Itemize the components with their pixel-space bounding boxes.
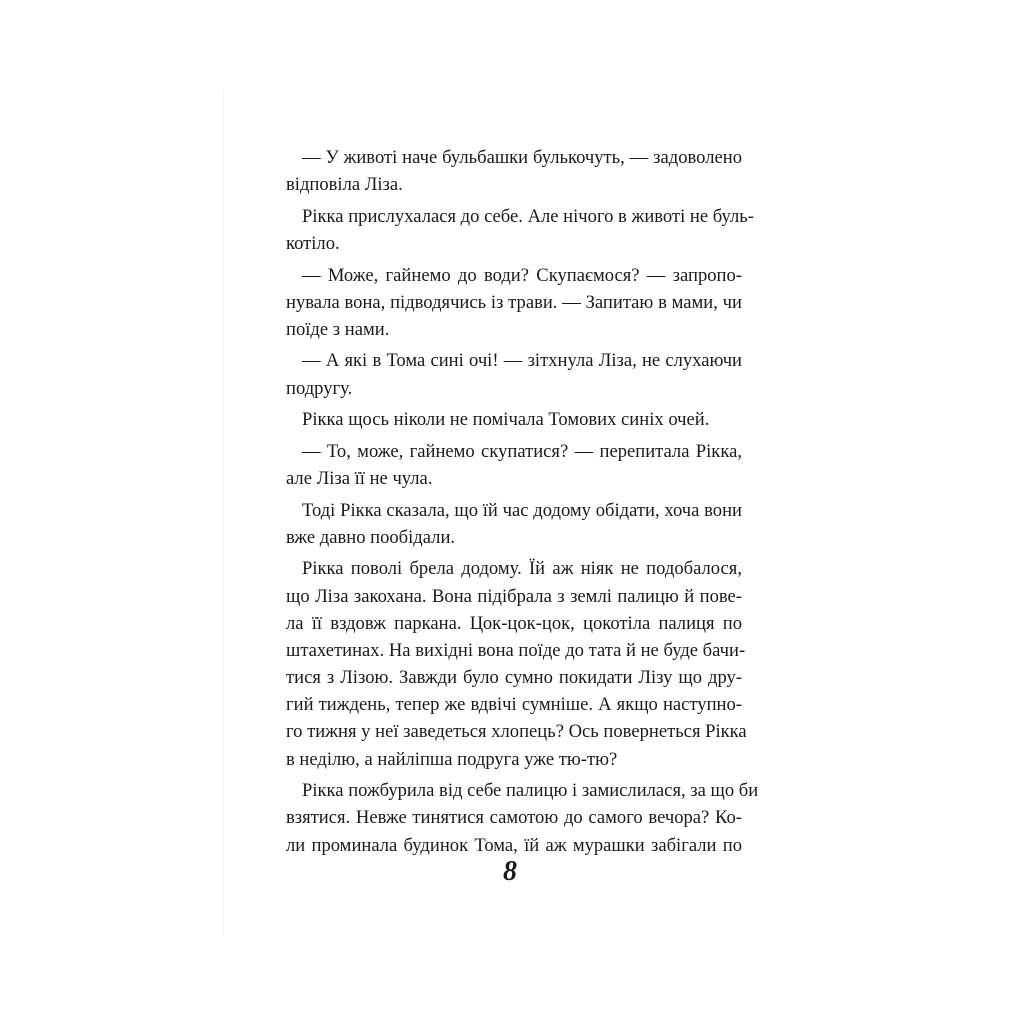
text-line: в неділю, а найліпша подруга уже тю-тю? bbox=[286, 748, 618, 770]
text-line: взятися. Невже тинятися самотою до самого вечора? Ко- bbox=[286, 807, 742, 829]
text-line: штахетинах. На вихідні вона поїде до тата й не буде бачи- bbox=[286, 639, 746, 661]
text-line: подругу. bbox=[286, 377, 353, 399]
text-line: — То, може, гайнемо скупатися? — перепитала Рікка, bbox=[302, 440, 742, 462]
text-line: котіло. bbox=[286, 232, 340, 254]
page-number: 8 bbox=[503, 856, 517, 887]
text-line: Рікка прислухалася до себе. Але нічого в животі не буль- bbox=[302, 205, 754, 227]
text-line: — А які в Тома сині очі! — зітхнула Ліза, не слухаючи bbox=[302, 350, 742, 372]
text-line: Рікка щось ніколи не помічала Томових синіх очей. bbox=[302, 409, 710, 431]
text-line: — Може, гайнемо до води? Скупаємося? — запропо- bbox=[302, 264, 742, 286]
text-line: що Ліза закохана. Вона підібрала з землі палицю й пове- bbox=[286, 585, 742, 607]
text-line: гий тиждень, тепер же вдвічі сумніше. А якщо наступно- bbox=[286, 694, 742, 716]
text-line: Рікка пожбурила від себе палицю і замислилася, за що би bbox=[302, 780, 759, 802]
text-line: вже давно пообідали. bbox=[286, 526, 456, 548]
page-body-text bbox=[286, 144, 759, 859]
text-line: але Ліза її не чула. bbox=[286, 468, 433, 490]
text-line: відповіла Ліза. bbox=[286, 174, 403, 196]
text-line: го тижня у неї заведеться хлопець? Ось повернеться Рікка bbox=[286, 721, 747, 743]
text-line: — У животі наче бульбашки булькочуть, — задоволено bbox=[302, 147, 742, 168]
text-line: поїде з нами. bbox=[286, 318, 390, 340]
text-line: тися з Лізою. Завжди було сумно покидати Лізу що дру- bbox=[286, 667, 742, 689]
text-line: Тоді Рікка сказала, що їй час додому обідати, хоча вони bbox=[302, 499, 742, 521]
text-line: Рікка поволі брела додому. Їй аж ніяк не подобалося, bbox=[302, 558, 742, 580]
text-line: ли проминала будинок Тома, їй аж мурашки забігали по bbox=[286, 834, 742, 856]
text-line: ла її вздовж паркана. Цок-цок-цок, цокотіла палиця по bbox=[286, 612, 742, 634]
text-line: нувала вона, підводячись із трави. — Запитаю в мами, чи bbox=[286, 291, 742, 313]
